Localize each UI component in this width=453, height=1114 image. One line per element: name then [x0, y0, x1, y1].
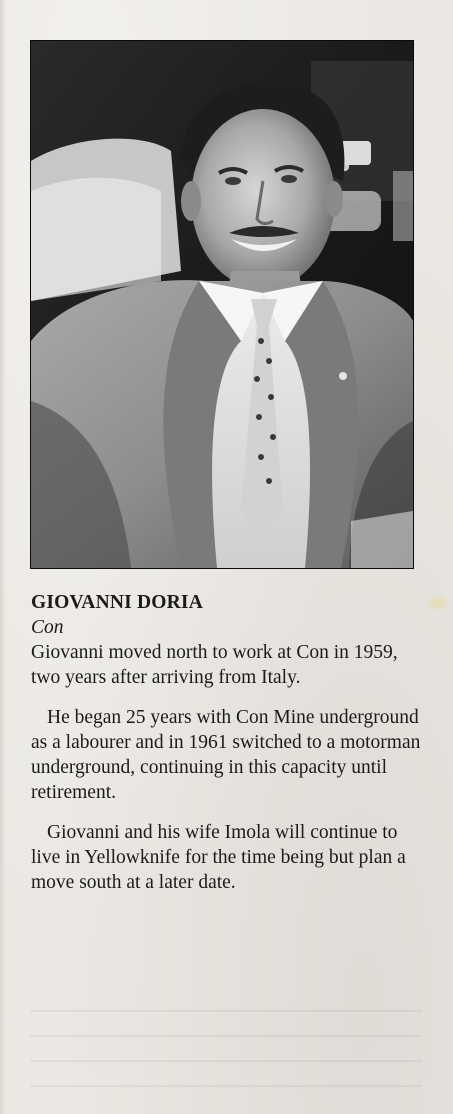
paper-stain: [428, 596, 448, 610]
person-name: GIOVANNI DORIA: [31, 592, 204, 613]
bleed-through-text: [30, 1010, 422, 1100]
bio-paragraph-2: He began 25 years with Con Mine underground as a labourer and in 1961 switched to a motorman underground, continuing in this capacity until retirement.: [31, 707, 421, 803]
bio-paragraph-3: Giovanni and his wife Imola will continue to live in Yellowknife for the time being but plan a move south at a later date.: [31, 822, 406, 893]
profile-caption: [31, 590, 423, 895]
person-location: Con: [31, 617, 64, 638]
portrait-photo: [31, 41, 413, 568]
bio-paragraph-1: Giovanni moved north to work at Con in 1959, two years after arriving from Italy.: [31, 642, 398, 688]
page-edge-shadow: [0, 0, 6, 1114]
